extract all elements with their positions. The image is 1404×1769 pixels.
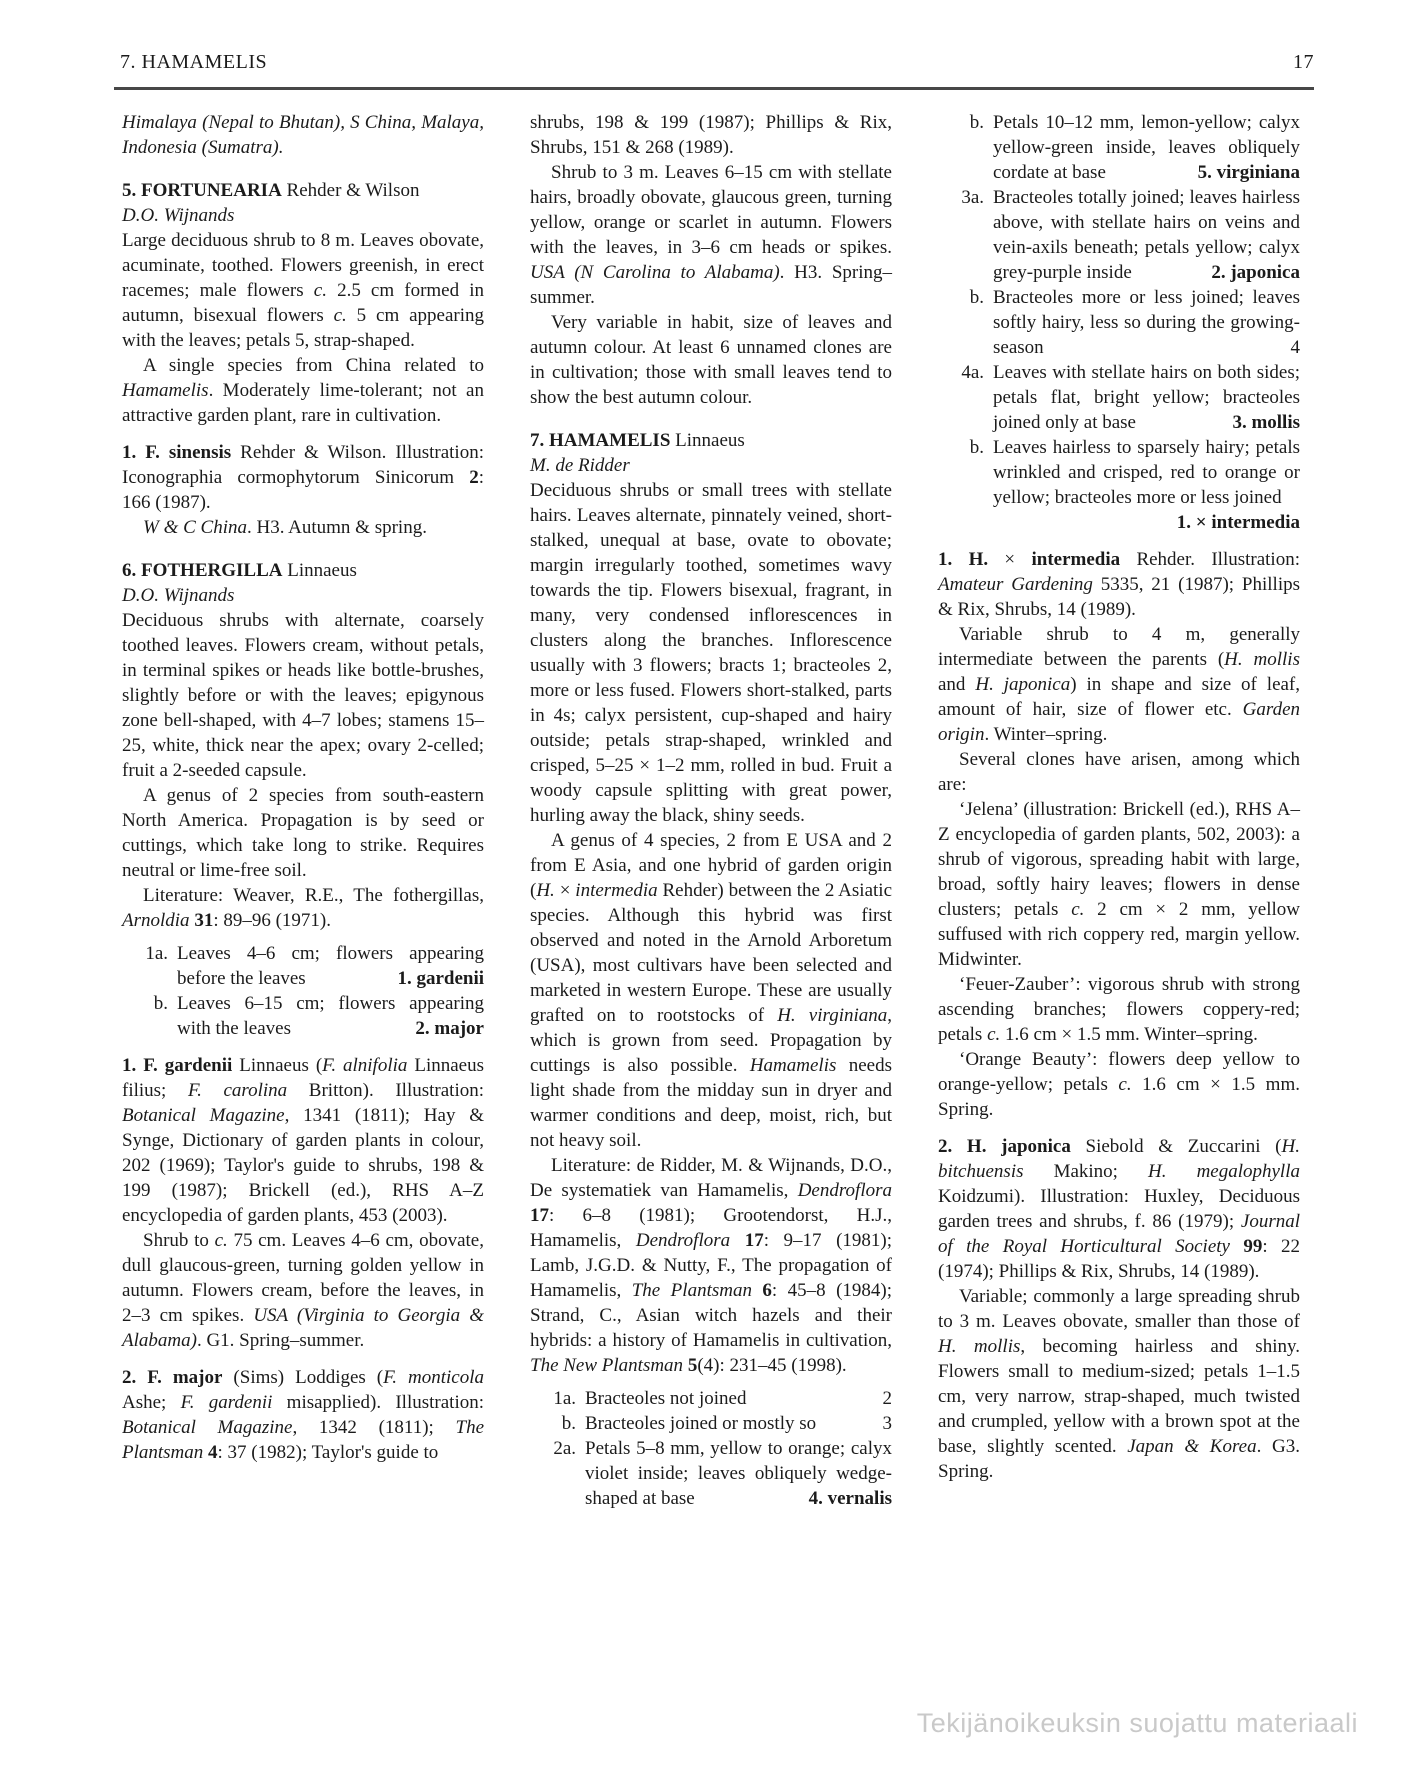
key-label: b. [969, 437, 984, 458]
column-2 [530, 110, 892, 1521]
text-run: 6. FOTHERGILLA [122, 560, 283, 581]
key-text [993, 110, 1300, 185]
key-reference: 3. mollis [1232, 412, 1300, 433]
species-heading [122, 1053, 484, 1228]
page-number: 17 [1293, 51, 1314, 73]
key-text [993, 435, 1300, 535]
key-label: b. [969, 112, 984, 133]
paragraph [938, 622, 1300, 747]
text-run: 1.6 cm × 1.5 mm. Winter–spring. [1000, 1024, 1258, 1045]
text-run: Very variable in habit, size of leaves and autumn colour. At least 6 unnamed clones are in cultivation; those with small leaves tend to show the best autumn colour. [530, 312, 892, 408]
text-run: D.O. Wijnands [122, 585, 235, 606]
paragraph [122, 583, 484, 608]
text-run: , which is grown from seed. Propagation by cuttings is also possible. [530, 1005, 892, 1076]
text-run: : 22 (1974); Phillips & Rix, Shrubs, 14 (1989). [938, 1236, 1301, 1282]
text-run: 75 cm. Leaves 4–6 cm, obovate, dull glaucous-green, turning golden yellow in autumn. Flowers cream, before the leaves, in 2–3 cm spikes. [122, 1230, 484, 1326]
text-run: 2.5 cm formed in autumn, bisexual flowers [122, 280, 485, 326]
key-couplet [530, 1411, 892, 1436]
key-label: 4a. [961, 362, 984, 383]
text-run: 2. F. major [122, 1367, 223, 1388]
text-run: Arnoldia [122, 910, 190, 931]
paragraph [938, 747, 1300, 797]
text-run: . G1. Spring–summer. [196, 1330, 365, 1351]
text-run: c. [333, 305, 347, 326]
text-run: H. [536, 880, 555, 901]
paragraph [122, 515, 484, 540]
text-run: Deciduous shrubs with alternate, coarsely toothed leaves. Flowers cream, without petals, in terminal spikes or heads like bottle-brushes, slightly before or with the leaves; epigynous zone bell-shaped, with 4–7 lobes; stamens 15–25, white, thick near the apex; ovary 2-celled; fruit a 2-seeded capsule. [122, 610, 484, 781]
paragraph [938, 1284, 1300, 1484]
text-run: A single species from China related to [143, 355, 484, 376]
text-run [752, 1280, 762, 1301]
text-run: 99 [1243, 1236, 1263, 1257]
text-run: Linnaeus ( [232, 1055, 323, 1076]
text-run: Britton). Illustration: [287, 1080, 484, 1101]
text-run: c. [214, 1230, 228, 1251]
key-text [993, 360, 1300, 435]
species-heading [938, 1134, 1300, 1284]
key-label: 2a. [553, 1438, 576, 1459]
key-text [585, 1436, 892, 1511]
key-reference: 2 [882, 1388, 892, 1409]
text-run: , 1342 (1811); [292, 1417, 456, 1438]
species-heading [122, 1365, 484, 1465]
text-run: ‘Jelena’ (illustration: Brickell (ed.), RHS A–Z encyclopedia of garden plants, 502, 2003): a shrub of vigorous, spreading habit with large, broad, softly hairy leaves; flowers in dense clusters; petals [938, 799, 1300, 920]
text-run: USA (N Carolina to Alabama) [530, 262, 780, 283]
text-run: Large deciduous shrub to 8 m. Leaves obovate, acuminate, toothed. Flowers greenish, in erect racemes; male flowers [122, 230, 484, 301]
text-run: . H3. Spring–summer. [530, 262, 892, 308]
text-run: 1. F. gardenii [122, 1055, 233, 1076]
text-run: 4 [208, 1442, 218, 1463]
text-run: intermedia [1031, 549, 1121, 570]
dichotomous-key [938, 110, 1300, 535]
text-run: c. [987, 1024, 1001, 1045]
text-run: and [938, 674, 976, 695]
text-run: Journal of the Royal Horticultural Society [938, 1211, 1300, 1257]
text-run: Variable shrub to 4 m, generally intermediate between the parents ( [938, 624, 1300, 670]
text-run: Leaves 6–15 cm; flowers appearing with the leaves [177, 993, 484, 1039]
text-run: : 6–8 (1981); Grootendorst, H.J., Hamamelis, [530, 1205, 892, 1251]
text-run: 17 [530, 1205, 549, 1226]
text-run: USA (Virginia to Georgia & Alabama) [122, 1305, 484, 1351]
text-run: 5. FORTUNEARIA [122, 180, 282, 201]
text-run: Rehder & Wilson. Illustration: Iconographia cormophytorum Sinicorum [122, 442, 484, 488]
species-heading [938, 547, 1300, 622]
text-run: Dendroflora [797, 1180, 892, 1201]
key-label: b. [561, 1413, 576, 1434]
text-run: Literature: Weaver, R.E., The fothergillas, [143, 885, 484, 906]
running-head [120, 50, 1314, 74]
text-run: Leaves hairless to sparsely hairy; petals wrinkled and crisped, red to orange or yellow; bracteoles more or less joined [993, 437, 1300, 508]
text-run [1230, 1236, 1243, 1257]
paragraph [122, 110, 484, 160]
text-run: (4): 231–45 (1998). [697, 1355, 847, 1376]
text-run: F. monticola [383, 1367, 485, 1388]
key-text [585, 1411, 892, 1436]
text-run: 17 [744, 1230, 764, 1251]
key-label: 1a. [553, 1388, 576, 1409]
key-label: 1a. [145, 943, 168, 964]
text-run: Rehder) between the 2 Asiatic species. Although this hybrid was first observed and noted in the Arnold Arboretum (USA), most cultivars have been selected and marketed in western Europe. These are usually grafted on to rootstocks of [530, 880, 892, 1026]
text-run: Garden origin [938, 699, 1300, 745]
text-run: Variable; commonly a large spreading shrub to 3 m. Leaves obovate, smaller than those of [938, 1286, 1300, 1332]
key-couplet [122, 941, 484, 991]
key-reference: 2. major [415, 1018, 484, 1039]
text-run: 1. F. sinensis [122, 442, 232, 463]
text-run: 5335, 21 (1987); Phillips & Rix, Shrubs, 14 (1989). [938, 574, 1300, 620]
text-run: 31 [194, 910, 214, 931]
text-run: Literature: de Ridder, M. & Wijnands, D.O., De systematiek van Hamamelis, [530, 1155, 892, 1201]
text-run: × [554, 880, 576, 901]
header-rule [114, 87, 1314, 90]
paragraph [530, 828, 892, 1153]
text-run: : 37 (1982); Taylor's guide to [217, 1442, 439, 1463]
paragraph [530, 1153, 892, 1378]
text-run [730, 1230, 745, 1251]
paragraph [122, 883, 484, 933]
key-text [177, 941, 484, 991]
text-run: : 166 (1987). [122, 467, 484, 513]
species-heading [122, 440, 484, 515]
text-run: . Winter–spring. [984, 724, 1108, 745]
text-run: Shrub to [143, 1230, 215, 1251]
text-run: Dendroflora [635, 1230, 731, 1251]
paragraph [938, 797, 1300, 972]
text-run: : 45–8 (1984); Strand, C., Asian witch hazels and their hybrids: a history of Hamamelis in cultivation, [530, 1280, 893, 1351]
text-run: Hamamelis [122, 380, 209, 401]
text-columns [122, 110, 1300, 1521]
text-run: D.O. Wijnands [122, 205, 235, 226]
key-reference: 4 [1290, 337, 1300, 358]
key-reference: 1. × intermedia [1176, 512, 1300, 533]
text-run: Linnaeus filius; [122, 1055, 484, 1101]
text-run: Petals 10–12 mm, lemon-yellow; calyx yellow-green inside, leaves obliquely cordate at base [993, 112, 1300, 183]
text-run: c. [1071, 899, 1085, 920]
text-run: H. bitchuensis [938, 1136, 1300, 1182]
text-run: 5 [687, 1355, 698, 1376]
dichotomous-key [122, 941, 484, 1041]
text-run: (Sims) Loddiges ( [222, 1367, 384, 1388]
text-run: The Plantsman [631, 1280, 752, 1301]
text-run: Leaves 4–6 cm; flowers appearing before the leaves [177, 943, 484, 989]
text-run: Leaves with stellate hairs on both sides; petals flat, bright yellow; bracteoles joined only at base [993, 362, 1300, 433]
text-run: × [988, 549, 1032, 570]
text-run: Several clones have arisen, among which are: [938, 749, 1300, 795]
text-run: M. de Ridder [530, 455, 630, 476]
paragraph [122, 1228, 484, 1353]
text-run: Shrub to 3 m. Leaves 6–15 cm with stellate hairs, broadly obovate, glaucous green, turning yellow, orange or scarlet in autumn. Flowers with the leaves, in 3–6 cm heads or spikes. [530, 162, 892, 258]
key-label: b. [969, 287, 984, 308]
text-run: 6 [762, 1280, 772, 1301]
text-run: H. megalophylla [1148, 1161, 1300, 1182]
text-run: Bracteoles totally joined; leaves hairless above, with stellate hairs on veins and vein-axils beneath; petals yellow; calyx grey-purple inside [993, 187, 1300, 283]
text-run: misapplied). Illustration: [272, 1392, 485, 1413]
text-run: 1.6 cm × 1.5 mm. Spring. [938, 1074, 1300, 1120]
key-label: 3a. [961, 187, 984, 208]
text-run: Bracteoles joined or mostly so [585, 1413, 817, 1434]
text-run: : 89–96 (1971). [213, 910, 331, 931]
text-run: Siebold & Zuccarini ( [1070, 1136, 1282, 1157]
text-run: The Plantsman [122, 1417, 484, 1463]
text-run: . G3. Spring. [938, 1436, 1300, 1482]
paragraph [530, 478, 892, 828]
text-run: F. gardenii [180, 1392, 273, 1413]
text-run: 1. H. [938, 549, 989, 570]
key-couplet [530, 1436, 892, 1511]
text-run: Deciduous shrubs or small trees with stellate hairs. Leaves alternate, pinnately veined, short-stalked, unequal at base, ovate to obovate; margin irregularly toothed, sometimes wavy towards the tip. Flowers bisexual, fragrant, in many, very condensed inflorescences in clusters along the branches. Inflorescence usually with 3 flowers; bracts 1; bracteoles 2, more or less fused. Flowers short-stalked, parts in 4s; calyx persistent, cup-shaped and hairy outside; petals strap-shaped, wrinkled and crisped, 5–25 × 1–2 mm, rolled in bud. Fruit a woody capsule splitting with great power, hurling away the black, shiny seeds. [530, 480, 892, 826]
genus-heading [122, 558, 484, 583]
text-run: 2. H. japonica [938, 1136, 1071, 1157]
key-reference: 1. gardenii [397, 968, 484, 989]
text-run: H. mollis [938, 1336, 1021, 1357]
dichotomous-key [530, 1386, 892, 1511]
text-run: Amateur Gardening [938, 574, 1093, 595]
key-couplet [938, 360, 1300, 435]
text-run: Bracteoles more or less joined; leaves softly hairy, less so during the growing-season [993, 287, 1300, 358]
key-reference: 4. vernalis [808, 1488, 892, 1509]
text-run: ‘Orange Beauty’: flowers deep yellow to orange-yellow; petals [938, 1049, 1300, 1095]
text-run: 2 [469, 467, 479, 488]
text-run: A genus of 2 species from south-eastern North America. Propagation is by seed or cuttings, which take long to strike. Requires neutral or lime-free soil. [122, 785, 484, 881]
text-run: Rehder. Illustration: [1120, 549, 1300, 570]
paragraph [530, 160, 892, 310]
text-run: Rehder & Wilson [281, 180, 420, 201]
paragraph [122, 608, 484, 783]
text-run: . Moderately lime-tolerant; not an attractive garden plant, rare in cultivation. [122, 380, 484, 426]
key-couplet [938, 110, 1300, 185]
text-run: Hamamelis [749, 1055, 837, 1076]
text-run: intermedia [575, 880, 658, 901]
text-run: 5 cm appearing with the leaves; petals 5, strap-shaped. [122, 305, 485, 351]
text-run: , becoming hairless and shiny. Flowers small to medium-sized; petals 1–1.5 cm, very narrow, strap-shaped, much twisted and crumpled, yellow with a brown spot at the base, slightly scented. [938, 1336, 1300, 1457]
text-run: shrubs, 198 & 199 (1987); Phillips & Rix, Shrubs, 151 & 268 (1989). [530, 112, 892, 158]
key-couplet [530, 1386, 892, 1411]
text-run: needs light shade from the midday sun in dryer and warmer conditions and deep, moist, rich, but not heavy soil. [530, 1055, 892, 1151]
text-run: A genus of 4 species, 2 from E USA and 2 from E Asia, and one hybrid of garden origin ( [530, 830, 892, 901]
key-label: b. [153, 993, 168, 1014]
text-run: 2 cm × 2 mm, yellow suffused with rich coppery red, margin yellow. Midwinter. [938, 899, 1301, 970]
text-run: Botanical Magazine [122, 1105, 285, 1126]
text-run: : 9–17 (1981); Lamb, J.G.D. & Nutty, F., The propagation of Hamamelis, [530, 1230, 893, 1301]
paragraph [938, 1047, 1300, 1122]
text-run: 7. HAMAMELIS [530, 430, 671, 451]
text-run: Botanical Magazine [122, 1417, 293, 1438]
text-run: c. [313, 280, 327, 301]
paragraph [122, 228, 484, 353]
text-run: Himalaya (Nepal to Bhutan), S China, Malaya, Indonesia (Sumatra). [122, 112, 484, 158]
key-text [993, 285, 1300, 360]
text-run: Linnaeus [282, 560, 357, 581]
text-run: Makino; [1023, 1161, 1149, 1182]
key-text [993, 185, 1300, 285]
paragraph [530, 453, 892, 478]
text-run: Ashe; [122, 1392, 181, 1413]
key-reference: 3 [882, 1413, 892, 1434]
copyright-watermark: Tekijänoikeuksin suojattu materiaali [916, 1708, 1358, 1738]
text-run: F. carolina [187, 1080, 288, 1101]
running-title: 7. HAMAMELIS [120, 51, 268, 73]
paragraph [122, 203, 484, 228]
paragraph [122, 783, 484, 883]
key-couplet [122, 991, 484, 1041]
key-reference: 5. virginiana [1197, 162, 1300, 183]
paragraph [938, 972, 1300, 1047]
text-run: ‘Feuer-Zauber’: vigorous shrub with strong ascending branches; flowers coppery-red; petals [938, 974, 1300, 1045]
paragraph [530, 110, 892, 160]
key-couplet [938, 185, 1300, 285]
text-run: ) in shape and size of leaf, amount of hair, size of flower etc. [938, 674, 1301, 720]
text-run: H. japonica [975, 674, 1071, 695]
paragraph [122, 353, 484, 428]
text-run: H. virginiana [777, 1005, 888, 1026]
key-couplet [938, 435, 1300, 535]
text-run: W & C China [143, 517, 247, 538]
key-text [585, 1386, 892, 1411]
genus-heading [122, 178, 484, 203]
text-run: Koidzumi). Illustration: Huxley, Deciduous garden trees and shrubs, f. 86 (1979); [938, 1186, 1300, 1232]
text-run: , 1341 (1811); Hay & Synge, Dictionary of garden plants in colour, 202 (1969); Taylor's guide to shrubs, 198 & 199 (1987); Brickell (ed.), RHS A–Z encyclopedia of garden plants, 453 (2003). [122, 1105, 484, 1226]
paragraph [530, 310, 892, 410]
genus-heading [530, 428, 892, 453]
column-1 [122, 110, 484, 1465]
text-run: . H3. Autumn & spring. [246, 517, 427, 538]
column-3 [938, 110, 1300, 1484]
text-run: Linnaeus [670, 430, 745, 451]
text-run: The New Plantsman [530, 1355, 684, 1376]
key-couplet [938, 285, 1300, 360]
key-reference: 2. japonica [1211, 262, 1300, 283]
text-run: F. alnifolia [322, 1055, 408, 1076]
text-run: Japan & Korea [1127, 1436, 1257, 1457]
key-text [177, 991, 484, 1041]
text-run: H. mollis [1224, 649, 1300, 670]
text-run: c. [1118, 1074, 1132, 1095]
text-run: Bracteoles not joined [585, 1388, 747, 1409]
text-run: Petals 5–8 mm, yellow to orange; calyx violet inside; leaves obliquely wedge-shaped at base [585, 1438, 892, 1509]
